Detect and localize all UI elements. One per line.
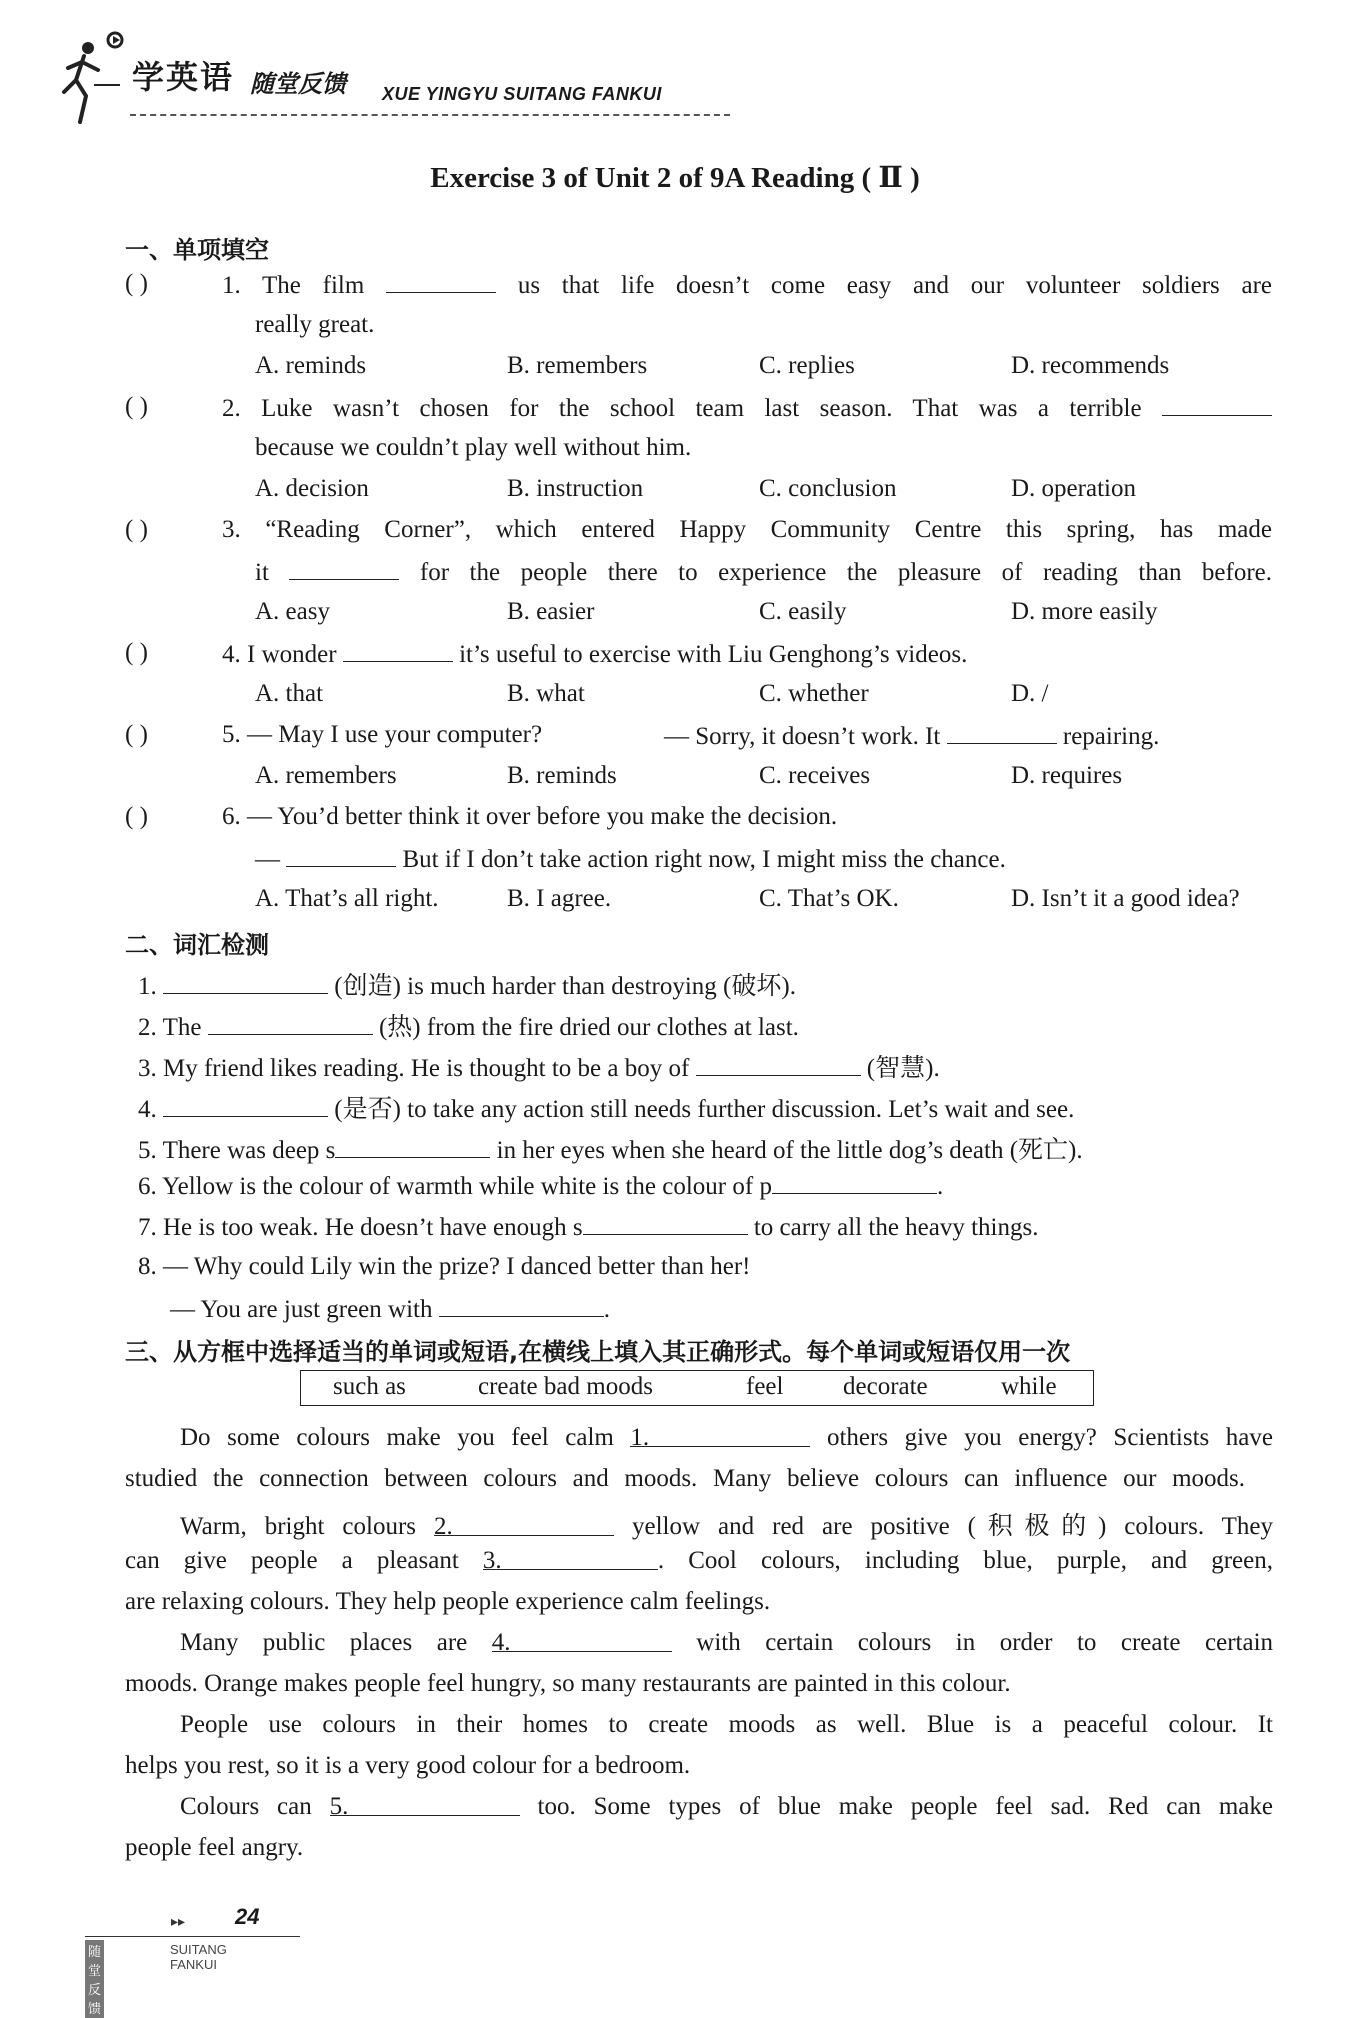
passage-line: are relaxing colours. They help people experience calm feelings.: [125, 1588, 771, 1615]
q1-option-c: C. replies: [759, 352, 855, 379]
answer-blank[interactable]: [343, 639, 453, 662]
answer-blank[interactable]: [439, 1294, 604, 1317]
answer-blank-1[interactable]: 1.: [630, 1424, 810, 1447]
q6-line2: — But if I don’t take action right now, I might miss the chance.: [255, 846, 1006, 873]
q6-option-c: C. That’s OK.: [759, 885, 899, 912]
q3-line2: it for the people there to experience the pleasure of reading than before.: [255, 559, 1273, 586]
footer-en: SUITANG FANKUI: [170, 1942, 227, 1972]
q2-option-b: B. instruction: [507, 475, 644, 502]
q6-option-a: A. That’s all right.: [255, 885, 439, 912]
q2-line1: 2. Luke wasn’t chosen for the school team last season. That was a terrible: [222, 393, 1272, 423]
q6-option-d: D. Isn’t it a good idea?: [1011, 885, 1240, 912]
q2-line2: because we couldn’t play well without him.: [255, 434, 692, 461]
q3-option-c: C. easily: [759, 598, 847, 625]
double-arrow-icon: ▸▸: [171, 1915, 186, 1930]
answer-blank-4[interactable]: 4.: [492, 1629, 672, 1652]
page-title: Exercise 3 of Unit 2 of 9A Reading ( Ⅱ ): [430, 162, 920, 194]
q2-option-d: D. operation: [1011, 475, 1136, 502]
answer-blank-2[interactable]: 2.: [434, 1513, 614, 1536]
answer-paren: ( ): [125, 639, 148, 666]
footer-cn: 随堂反馈: [85, 1940, 104, 2018]
vocab-item-3: 3. My friend likes reading. He is thought to be a boy of (智慧).: [138, 1055, 940, 1082]
answer-blank[interactable]: [386, 270, 496, 293]
section3-heading: 三、从方框中选择适当的单词或短语,在横线上填入其正确形式。每个单词或短语仅用一次: [125, 1338, 1071, 1366]
word-box-item: such as: [333, 1373, 406, 1400]
answer-paren: ( ): [125, 721, 148, 748]
answer-blank-3[interactable]: 3.: [483, 1547, 658, 1570]
q6-line1: 6. — You’d better think it over before you make the decision.: [222, 803, 838, 830]
q4-line1: 4. I wonder it’s useful to exercise with Liu Genghong’s videos.: [222, 641, 968, 668]
passage-line: helps you rest, so it is a very good colour for a bedroom.: [125, 1752, 691, 1779]
answer-blank[interactable]: [286, 844, 396, 867]
q5-option-d: D. requires: [1011, 762, 1123, 789]
passage-line: Do some colours make you feel calm 1. others give you energy? Scientists have: [180, 1424, 1273, 1451]
q1-line2: really great.: [255, 311, 375, 338]
q4-option-a: A. that: [255, 680, 324, 707]
runner-logo-icon: [60, 30, 130, 125]
answer-paren: ( ): [125, 393, 148, 420]
passage-line: studied the connection between colours and moods. Many believe colours can influence our moods.: [125, 1465, 1245, 1492]
vocab-item-6: 6. Yellow is the colour of warmth while white is the colour of p .: [138, 1173, 944, 1200]
brand-cn2: 随堂反馈: [250, 70, 346, 98]
answer-blank[interactable]: [583, 1212, 748, 1235]
word-box-item: feel: [746, 1373, 784, 1400]
header-divider: [130, 114, 730, 116]
section2-heading: 二、词汇检测: [125, 931, 269, 959]
answer-blank[interactable]: [772, 1171, 937, 1194]
q5-response: — Sorry, it doesn’t work. It repairing.: [664, 723, 1160, 750]
answer-paren: ( ): [125, 516, 148, 543]
passage-line: can give people a pleasant 3. . Cool colours, including blue, purple, and green,: [125, 1547, 1273, 1574]
q3-line1: 3. “Reading Corner”, which entered Happy Community Centre this spring, has made: [222, 516, 1272, 543]
q4-option-b: B. what: [507, 680, 585, 707]
q3-option-b: B. easier: [507, 598, 595, 625]
answer-blank[interactable]: [696, 1053, 861, 1076]
answer-blank[interactable]: [208, 1012, 373, 1035]
q1-line1: 1. The film us that life doesn’t come easy and our volunteer soldiers are: [222, 272, 1273, 299]
answer-blank[interactable]: [163, 1094, 328, 1117]
q1-option-b: B. remembers: [507, 352, 648, 379]
passage-line: Many public places are 4. with certain colours in order to create certain: [180, 1629, 1274, 1656]
q4-option-d: D. /: [1011, 680, 1049, 707]
vocab-item-1: 1. (创造) is much harder than destroying (破坏).: [138, 973, 796, 1000]
q4-option-c: C. whether: [759, 680, 869, 707]
passage-line: Colours can 5. too. Some types of blue make people feel sad. Red can make: [180, 1793, 1274, 1820]
vocab-item-8: 8. — Why could Lily win the prize? I danced better than her!: [138, 1253, 751, 1280]
word-box-item: create bad moods: [478, 1373, 653, 1400]
q1-option-d: D. recommends: [1011, 352, 1170, 379]
q2-option-a: A. decision: [255, 475, 369, 502]
answer-blank[interactable]: [335, 1135, 490, 1158]
vocab-item-4: 4. (是否) to take any action still needs further discussion. Let’s wait and see.: [138, 1096, 1075, 1123]
q5-question: 5. — May I use your computer?: [222, 721, 543, 748]
vocab-item-7: 7. He is too weak. He doesn’t have enough s to carry all the heavy things.: [138, 1214, 1039, 1241]
vocab-item-2: 2. The (热) from the fire dried our clothes at last.: [138, 1014, 799, 1041]
answer-blank[interactable]: [947, 721, 1057, 744]
vocab-item-5: 5. There was deep s in her eyes when she heard of the little dog’s death (死亡).: [138, 1137, 1083, 1164]
passage-line: people feel angry.: [125, 1834, 304, 1861]
footer-rule: [85, 1936, 300, 1937]
q3-option-d: D. more easily: [1011, 598, 1158, 625]
q1-option-a: A. reminds: [255, 352, 367, 379]
vocab-item-8b: — You are just green with .: [170, 1296, 610, 1323]
answer-paren: ( ): [125, 270, 148, 297]
answer-blank-5[interactable]: 5.: [330, 1793, 520, 1816]
q5-option-b: B. reminds: [507, 762, 617, 789]
section1-heading: 一、单项填空: [125, 236, 269, 264]
brand-cn: 学英语: [132, 58, 235, 96]
header: [60, 22, 680, 132]
word-box: [300, 1370, 1094, 1406]
q2-option-c: C. conclusion: [759, 475, 897, 502]
page-number: 24: [235, 1904, 260, 1929]
passage-line: People use colours in their homes to create moods as well. Blue is a peaceful colour. It: [180, 1711, 1273, 1738]
answer-paren: ( ): [125, 803, 148, 830]
word-box-item: decorate: [843, 1373, 928, 1400]
brand-en: XUE YINGYU SUITANG FANKUI: [382, 84, 662, 104]
q5-option-a: A. remembers: [255, 762, 397, 789]
word-box-item: while: [1001, 1373, 1057, 1400]
q5-option-c: C. receives: [759, 762, 871, 789]
passage-line: Warm, bright colours 2. yellow and red are positive (积极的) colours. They: [180, 1513, 1274, 1540]
answer-blank[interactable]: [163, 971, 328, 994]
q3-option-a: A. easy: [255, 598, 330, 625]
answer-blank[interactable]: [1162, 393, 1272, 416]
q6-option-b: B. I agree.: [507, 885, 612, 912]
answer-blank[interactable]: [289, 557, 399, 580]
passage-line: moods. Orange makes people feel hungry, so many restaurants are painted in this colour.: [125, 1670, 1011, 1697]
